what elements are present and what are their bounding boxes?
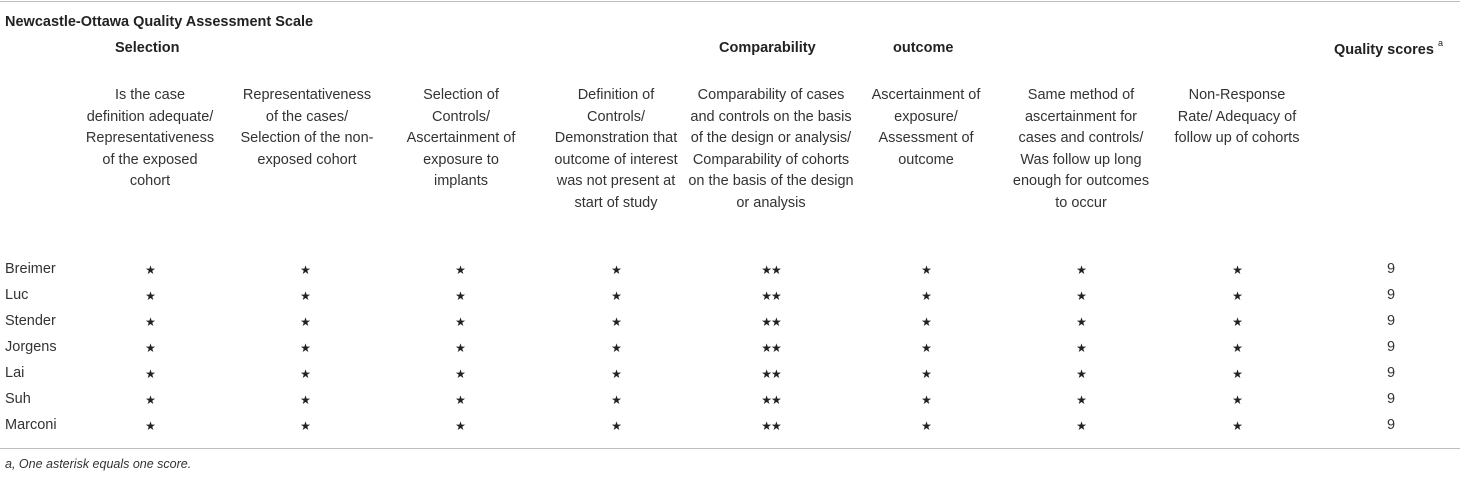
- star-rating: ★: [455, 367, 465, 381]
- star-rating: ★★: [761, 367, 781, 381]
- column-header-non-response: Non-Response Rate/ Adequacy of follow up of cohorts: [1174, 87, 1300, 146]
- study-name: Marconi: [5, 417, 57, 433]
- star-rating: ★: [1076, 367, 1086, 381]
- quality-scores-label: Quality scores: [1334, 41, 1434, 58]
- study-name: Luc: [5, 287, 29, 303]
- quality-score: 9: [1386, 365, 1396, 381]
- quality-score: 9: [1386, 313, 1396, 329]
- star-rating: ★★: [761, 289, 781, 303]
- table-row: [0, 337, 1460, 363]
- star-rating: ★: [455, 341, 465, 355]
- table-row: [0, 259, 1460, 285]
- star-rating: ★: [1232, 393, 1242, 407]
- star-rating: ★: [145, 315, 155, 329]
- star-rating: ★: [1076, 419, 1086, 433]
- star-rating: ★: [1232, 367, 1242, 381]
- star-rating: ★: [611, 263, 621, 277]
- star-rating: ★: [921, 263, 931, 277]
- star-rating: ★: [611, 341, 621, 355]
- star-rating: ★★: [761, 315, 781, 329]
- column-header-representativeness: Representativeness of the cases/ Selection of the non-exposed cohort: [240, 87, 374, 168]
- star-rating: ★: [455, 393, 465, 407]
- column-header-ascertainment: Ascertainment of exposure/ Assessment of outcome: [871, 87, 981, 168]
- star-rating: ★: [611, 367, 621, 381]
- top-rule: [0, 1, 1460, 2]
- table-row: [0, 363, 1460, 389]
- table-title: Newcastle-Ottawa Quality Assessment Scale: [5, 14, 314, 30]
- column-header-selection-of-controls: Selection of Controls/ Ascertainment of exposure to implants: [406, 87, 516, 189]
- star-rating: ★: [1232, 315, 1242, 329]
- study-name: Stender: [5, 313, 56, 329]
- quality-score: 9: [1386, 261, 1396, 277]
- star-rating: ★: [145, 289, 155, 303]
- star-rating: ★: [300, 289, 310, 303]
- star-rating: ★: [921, 419, 931, 433]
- star-rating: ★: [455, 263, 465, 277]
- group-header-comparability: Comparability: [719, 40, 816, 56]
- column-header-comparability: Comparability of cases and controls on the basis of the design or analysis/ Comparability of cohorts on the basis of the design or analysis: [688, 87, 854, 211]
- table-row: [0, 285, 1460, 311]
- star-rating: ★: [1232, 263, 1242, 277]
- column-header-same-method: Same method of ascertainment for cases and controls/ Was follow up long enough for outcomes to occur: [1012, 87, 1150, 211]
- study-name: Breimer: [5, 261, 56, 277]
- star-rating: ★: [1232, 289, 1242, 303]
- star-rating: ★★: [761, 419, 781, 433]
- star-rating: ★: [455, 419, 465, 433]
- star-rating: ★: [1076, 315, 1086, 329]
- group-header-outcome: outcome: [893, 40, 954, 56]
- column-header-case-definition: Is the case definition adequate/ Representativeness of the exposed cohort: [85, 87, 215, 189]
- star-rating: ★: [1076, 263, 1086, 277]
- quality-score: 9: [1386, 417, 1396, 433]
- star-rating: ★: [611, 393, 621, 407]
- star-rating: ★: [1076, 341, 1086, 355]
- star-rating: ★: [611, 419, 621, 433]
- star-rating: ★: [145, 419, 155, 433]
- star-rating: ★: [455, 289, 465, 303]
- star-rating: ★: [1076, 393, 1086, 407]
- star-rating: ★: [921, 341, 931, 355]
- quality-score: 9: [1386, 391, 1396, 407]
- star-rating: ★: [145, 393, 155, 407]
- quality-scores-footnote-marker: a: [1437, 38, 1443, 48]
- star-rating: ★: [921, 315, 931, 329]
- star-rating: ★: [145, 341, 155, 355]
- star-rating: ★: [145, 367, 155, 381]
- study-name: Lai: [5, 365, 25, 381]
- star-rating: ★: [611, 289, 621, 303]
- group-header-selection: Selection: [115, 40, 180, 56]
- table-row: [0, 389, 1460, 415]
- study-name: Suh: [5, 391, 31, 407]
- quality-score: 9: [1386, 287, 1396, 303]
- star-rating: ★: [1076, 289, 1086, 303]
- bottom-rule: [0, 448, 1460, 449]
- star-rating: ★: [1232, 341, 1242, 355]
- star-rating: ★★: [761, 393, 781, 407]
- star-rating: ★: [921, 289, 931, 303]
- star-rating: ★★: [761, 341, 781, 355]
- star-rating: ★: [145, 263, 155, 277]
- table-row: [0, 415, 1460, 441]
- star-rating: ★: [921, 367, 931, 381]
- star-rating: ★: [300, 263, 310, 277]
- table-footnote: a, One asterisk equals one score.: [5, 457, 192, 471]
- study-name: Jorgens: [5, 339, 57, 355]
- star-rating: ★: [300, 419, 310, 433]
- column-header-definition-of-controls: Definition of Controls/ Demonstration that outcome of interest was not present at start of study: [554, 87, 678, 211]
- star-rating: ★: [921, 393, 931, 407]
- group-header-quality-scores: [1334, 40, 1443, 58]
- star-rating: ★: [1232, 419, 1242, 433]
- star-rating: ★: [611, 315, 621, 329]
- table-row: [0, 311, 1460, 337]
- star-rating: ★: [455, 315, 465, 329]
- star-rating: ★: [300, 393, 310, 407]
- star-rating: ★★: [761, 263, 781, 277]
- star-rating: ★: [300, 341, 310, 355]
- star-rating: ★: [300, 367, 310, 381]
- quality-score: 9: [1386, 339, 1396, 355]
- star-rating: ★: [300, 315, 310, 329]
